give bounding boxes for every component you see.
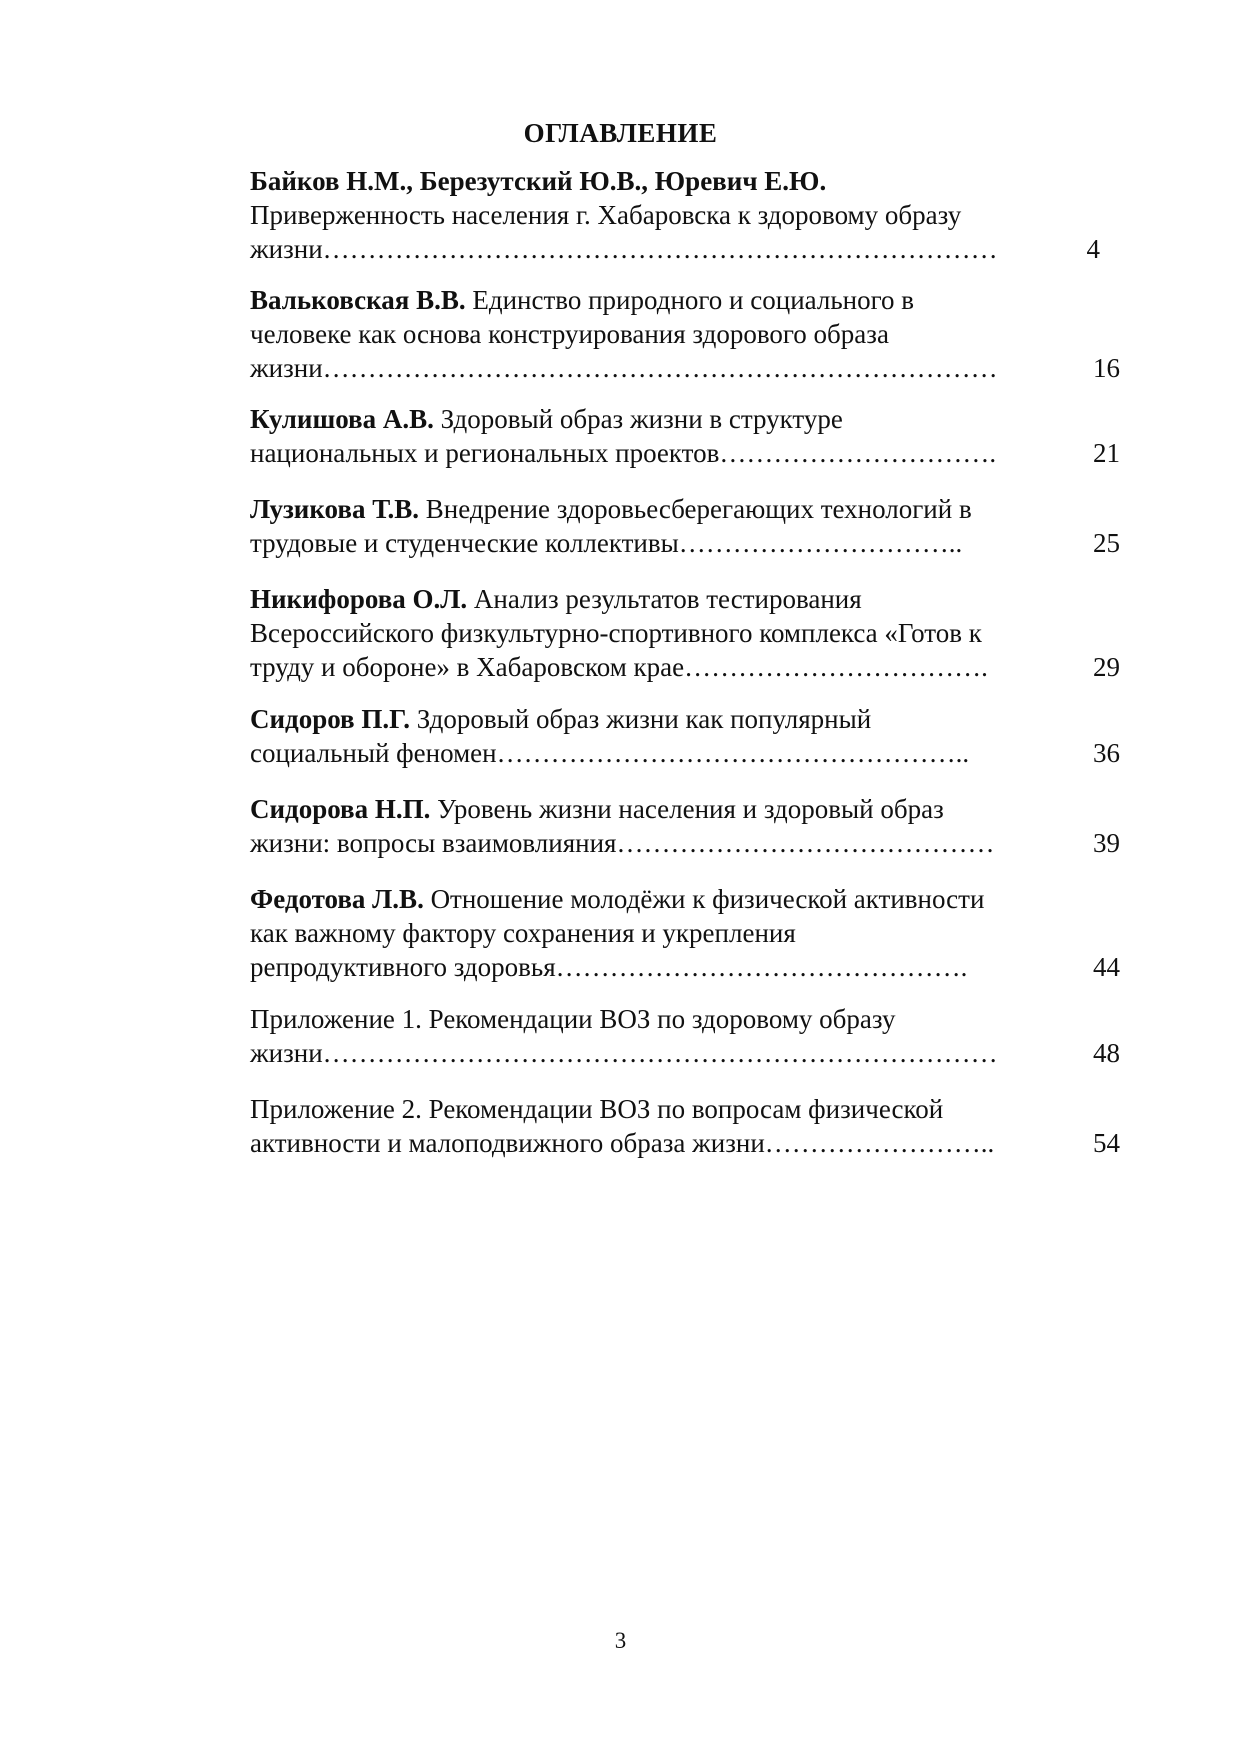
toc-entry (250, 702, 1120, 770)
page-title: ОГЛАВЛЕНИЕ (523, 118, 718, 148)
toc-entry-text: Здоровый образ жизни в структуре (433, 404, 843, 434)
toc-entry (250, 792, 1120, 860)
toc-entry-author: Сидорова Н.П. (250, 794, 431, 824)
toc-entry-author: Лузикова Т.В. (250, 494, 420, 524)
toc-entry-author: Федотова Л.В. (250, 884, 424, 914)
toc-entry-last-line (250, 736, 1120, 770)
toc-entry-leader: труду и обороне» в Хабаровском крае……………………………. (250, 652, 988, 682)
toc-entry-last-line (250, 436, 1120, 470)
toc-entry-text: Анализ результатов тестирования (467, 584, 862, 614)
toc-entry-first-line (250, 283, 1060, 317)
toc-entry (250, 582, 1120, 684)
toc-entry (250, 492, 1120, 560)
toc-entry (250, 882, 1120, 984)
toc-entry-leader: жизни………………………………………………………………… (250, 1038, 998, 1068)
toc-entry-author: Сидоров П.Г. (250, 704, 411, 734)
toc-entry-text: Отношение молодёжи к физической активности (423, 884, 985, 914)
toc-entry-last-line (250, 351, 1120, 385)
toc-entry-text: Внедрение здоровьесберегающих технологий в (419, 494, 972, 524)
toc-entry-last-line (250, 950, 1120, 984)
toc-entry-leader: активности и малоподвижного образа жизни…………………….. (250, 1128, 995, 1158)
toc-entry-last-line (250, 1126, 1120, 1160)
toc-entry-text: Приложение 2. Рекомендации ВОЗ по вопросам физической (250, 1094, 944, 1124)
toc-entry-last-line (250, 526, 1120, 560)
toc-entry-page: 25 (1093, 528, 1120, 558)
toc-entry-page: 54 (1093, 1128, 1120, 1158)
toc-entry-last-line (250, 826, 1120, 860)
toc-entry (250, 402, 1120, 470)
toc-entry-text: Приверженность населения г. Хабаровска к здоровому образу (250, 200, 962, 230)
toc-entry-page: 48 (1093, 1038, 1120, 1068)
toc-entry-first-line (250, 792, 1060, 826)
toc-entry-leader: трудовые и студенческие коллективы………………………….. (250, 528, 963, 558)
toc-entry-leader: репродуктивного здоровья………………………………………. (250, 952, 968, 982)
toc-entry-page: 4 (1086, 234, 1100, 264)
toc-entry-last-line (250, 650, 1120, 684)
toc-entry-author: Байков Н.М., Березутский Ю.В., Юревич Е.Ю. (250, 166, 827, 196)
toc-entry-page: 29 (1093, 652, 1120, 682)
toc-entry-page: 21 (1093, 438, 1120, 468)
toc-entry-first-line (250, 702, 1060, 736)
toc-entry-text: Всероссийского физкультурно-спортивного комплекса «Готов к (250, 618, 982, 648)
toc-entry-author: Никифорова О.Л. (250, 584, 468, 614)
toc-entry-page: 39 (1093, 828, 1120, 858)
toc-entry-page: 44 (1093, 952, 1120, 982)
toc-entry-leader: жизни: вопросы взаимовлияния…………………………………… (250, 828, 995, 858)
toc-entry (250, 1092, 1120, 1160)
toc-entry-first-line (250, 882, 1060, 916)
toc-entry-first-line (250, 492, 1060, 526)
toc-entry-page: 36 (1093, 738, 1120, 768)
toc-entry-last-line (250, 232, 1120, 266)
toc-entry-last-line (250, 1036, 1120, 1070)
toc-entry-text: Единство природного и социального в (465, 285, 914, 315)
toc-entry-leader: жизни………………………………………………………………… (250, 234, 998, 264)
toc-entry-text: Приложение 1. Рекомендации ВОЗ по здоровому образу (250, 1004, 896, 1034)
toc-entry-author: Кулишова А.В. (250, 404, 434, 434)
page-number-footer: 3 (614, 1628, 627, 1653)
toc-entry-page: 16 (1093, 353, 1120, 383)
toc-entry-leader: жизни………………………………………………………………… (250, 353, 998, 383)
toc-entry-text: человеке как основа конструирования здорового образа (250, 319, 889, 349)
toc-entry-text: Уровень жизни населения и здоровый образ (430, 794, 944, 824)
toc-entry (250, 1002, 1120, 1070)
toc-entry-leader: социальный феномен…………………………………………….. (250, 738, 970, 768)
toc-entry (250, 283, 1120, 385)
toc-entry-text: Здоровый образ жизни как популярный (410, 704, 872, 734)
toc-entry-first-line (250, 402, 1060, 436)
toc-entry-text: как важному фактору сохранения и укрепления (250, 918, 796, 948)
toc-entry-author: Вальковская В.В. (250, 285, 466, 315)
toc-entry (250, 164, 1120, 266)
toc-entry-leader: национальных и региональных проектов…………………………. (250, 438, 997, 468)
toc-entry-first-line (250, 582, 1060, 616)
